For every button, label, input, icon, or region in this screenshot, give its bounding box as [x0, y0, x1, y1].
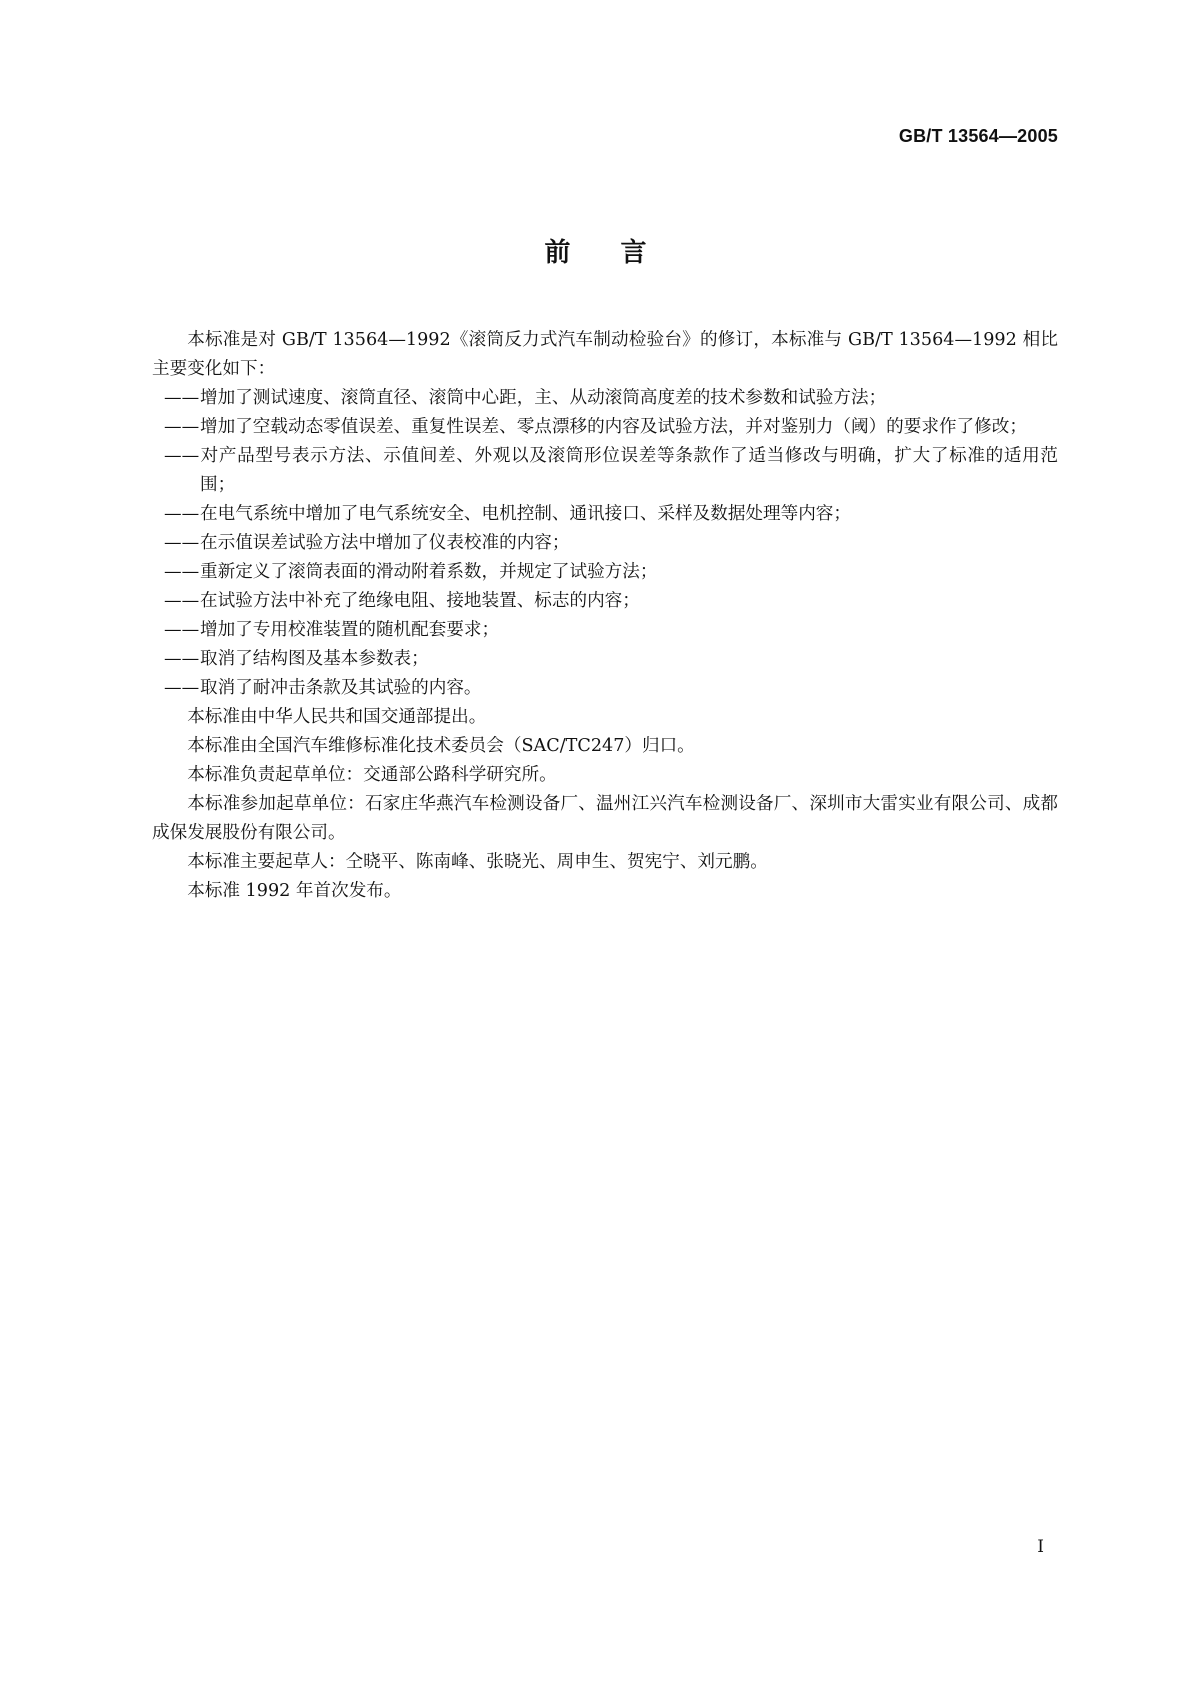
dash-marker: —— [164, 620, 200, 640]
list-item-text: 在示值误差试验方法中增加了仪表校准的内容； [200, 533, 570, 553]
list-item [152, 442, 1058, 500]
dash-marker: —— [164, 446, 200, 466]
list-item [152, 413, 1058, 442]
list-item-text: 增加了专用校准装置的随机配套要求； [200, 620, 500, 640]
list-item [152, 674, 1058, 703]
dash-marker: —— [164, 504, 200, 524]
list-item [152, 500, 1058, 529]
list-item-text: 在试验方法中补充了绝缘电阻、接地装置、标志的内容； [200, 591, 640, 611]
list-item [152, 616, 1058, 645]
dash-marker: —— [164, 388, 200, 408]
foreword-body [152, 326, 1058, 906]
list-item-text: 重新定义了滚筒表面的滑动附着系数，并规定了试验方法； [200, 562, 658, 582]
list-item-text: 增加了测试速度、滚筒直径、滚筒中心距，主、从动滚筒高度差的技术参数和试验方法； [200, 388, 887, 408]
standard-number: GB/T 13564—2005 [898, 126, 1058, 146]
list-item [152, 529, 1058, 558]
drafters-paragraph: 本标准主要起草人：仝晓平、陈南峰、张晓光、周申生、贺宪宁、刘元鹏。 [187, 852, 768, 872]
dash-marker: —— [164, 649, 200, 669]
dash-marker: —— [164, 678, 200, 698]
proposer-paragraph: 本标准由中华人民共和国交通部提出。 [187, 707, 487, 727]
dash-marker: —— [164, 591, 200, 611]
dash-marker: —— [164, 562, 200, 582]
list-item-text: 在电气系统中增加了电气系统安全、电机控制、通讯接口、采样及数据处理等内容； [200, 504, 851, 524]
first-release-paragraph: 本标准 1992 年首次发布。 [187, 881, 402, 901]
participating-units-paragraph: 本标准参加起草单位：石家庄华燕汽车检测设备厂、温州江兴汽车检测设备厂、深圳市大雷实业有限公司、成都成保发展股份有限公司。 [152, 794, 1058, 843]
page-title: 前言 [544, 238, 697, 268]
list-item-text: 取消了耐冲击条款及其试验的内容。 [200, 678, 482, 698]
dash-marker: —— [164, 533, 200, 553]
page-number: I [1037, 1537, 1044, 1557]
list-item [152, 384, 1058, 413]
drafting-unit-paragraph: 本标准负责起草单位：交通部公路科学研究所。 [187, 765, 557, 785]
list-item-text: 取消了结构图及基本参数表； [200, 649, 429, 669]
intro-paragraph: 本标准是对 GB/T 13564—1992《滚筒反力式汽车制动检验台》的修订，本标准与 GB/T 13564—1992 相比主要变化如下： [152, 330, 1058, 379]
list-item [152, 645, 1058, 674]
list-item-text: 对产品型号表示方法、示值间差、外观以及滚筒形位误差等条款作了适当修改与明确，扩大了标准的适用范围； [200, 446, 1058, 495]
list-item [152, 587, 1058, 616]
changes-list [152, 384, 1058, 703]
list-item-text: 增加了空载动态零值误差、重复性误差、零点漂移的内容及试验方法，并对鉴别力（阈）的要求作了修改； [200, 417, 1027, 437]
committee-paragraph: 本标准由全国汽车维修标准化技术委员会（SAC/TC247）归口。 [187, 736, 695, 756]
list-item [152, 558, 1058, 587]
dash-marker: —— [164, 417, 200, 437]
